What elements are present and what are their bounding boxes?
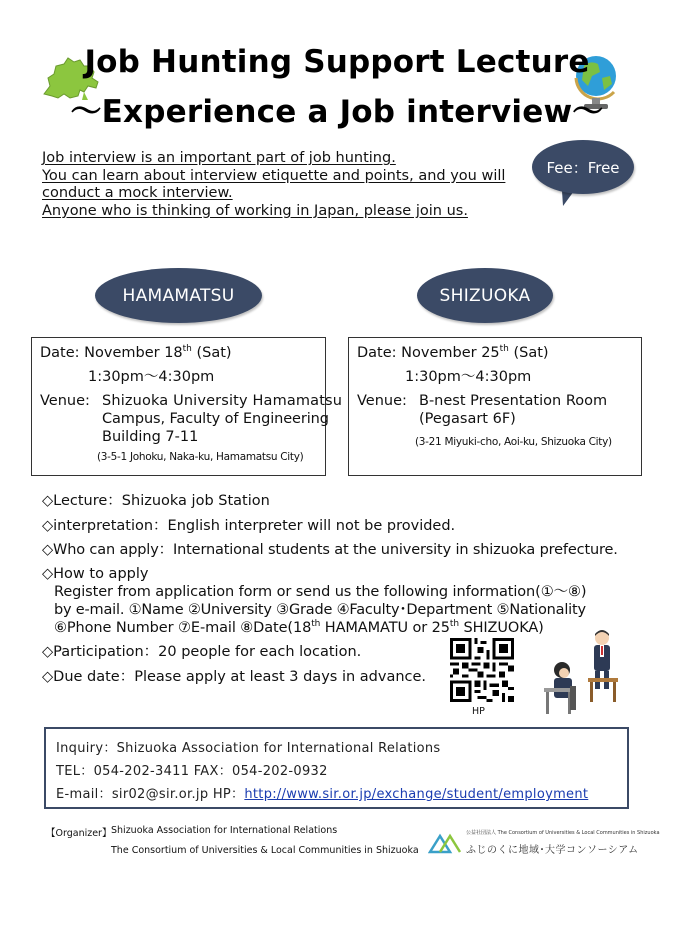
how-to-apply-title: ◇How to apply (42, 566, 149, 582)
due-date-info: ◇Due date：Please apply at least 3 days in advance. (42, 669, 427, 685)
venue-line: Campus, Faculty of Engineering (102, 411, 329, 427)
event-date: Date: November 25th (Sat) (357, 344, 549, 361)
page-title: Job Hunting Support Lecture (84, 44, 590, 80)
interpretation-info: ◇interpretation：English interpreter will not be provided. (42, 518, 456, 534)
hamamatsu-info-box (31, 337, 343, 476)
intro-text (42, 150, 542, 220)
venue-address: (3-21 Miyuki-cho, Aoi-ku, Shizuoka City) (415, 436, 612, 448)
inquiry-email: E-mail：sir02@sir.or.jp HP： (56, 787, 245, 802)
page-subtitle: 〜Experience a Job interview〜 (70, 94, 604, 130)
intro-line: You can learn about interview etiquette and points, and you will (42, 167, 506, 184)
venue-label: Venue: (40, 393, 90, 409)
shizuoka-info-box (348, 337, 642, 476)
how-to-apply-line: Register from application form or send us the following information(①〜⑧) (54, 584, 587, 600)
city-label: SHIZUOKA (439, 285, 531, 306)
fee-label: Fee：Free (546, 158, 620, 177)
consortium-logo-small-text: 公益社団法人 The Consortium of Universities & Local Communities in Shizuoka (466, 830, 660, 836)
city-label: HAMAMATSU (122, 285, 235, 306)
inquiry-org: Inquiry：Shizuoka Association for International Relations (56, 741, 441, 756)
participation-info: ◇Participation：20 people for each location. (42, 644, 362, 660)
inquiry-phone: TEL：054-202-3411 FAX：054-202-0932 (56, 764, 328, 779)
consortium-logo-text: ふじのくに地域･大学コンソーシアム (466, 845, 639, 856)
lecture-info: ◇Lecture：Shizuoka job Station (42, 493, 270, 509)
venue-label: Venue: (357, 393, 407, 409)
venue-line: (Pegasart 6F) (419, 411, 516, 427)
intro-line: Anyone who is thinking of working in Japan, please join us. (42, 202, 468, 219)
how-to-apply-line: by e-mail. ①Name ②University ③Grade ④Faculty･Department ⑤Nationality (54, 602, 586, 618)
qr-code[interactable] (450, 638, 514, 702)
organizer-name: The Consortium of Universities & Local Communities in Shizuoka (111, 845, 419, 856)
venue-address: (3-5-1 Johoku, Naka-ku, Hamamatsu City) (97, 451, 304, 463)
eligibility-info: ◇Who can apply：International students at the university in shizuoka prefecture. (42, 542, 618, 558)
event-time: 1:30pm〜4:30pm (405, 369, 532, 385)
city-badge-shizuoka (417, 268, 553, 323)
event-date: Date: November 18th (Sat) (40, 344, 232, 361)
how-to-apply-line: ⑥Phone Number ⑦E-mail ⑧Date(18th HAMAMATU or 25th SHIZUOKA) (54, 619, 544, 636)
venue-line: B-nest Presentation Room (419, 393, 608, 409)
city-badge-hamamatsu (95, 268, 262, 323)
consortium-logo-icon (428, 828, 462, 858)
organizer-name: Shizuoka Association for International Relations (111, 825, 338, 836)
qr-caption: HP (472, 706, 485, 717)
interview-illustration (540, 626, 640, 718)
venue-line: Building 7-11 (102, 429, 199, 445)
event-time: 1:30pm〜4:30pm (88, 369, 215, 385)
fee-badge (532, 140, 634, 194)
intro-line: Job interview is an important part of job hunting. (42, 150, 396, 166)
venue-line: Shizuoka University Hamamatsu (102, 393, 343, 409)
organizer-label: 【Organizer】 (46, 828, 112, 839)
inquiry-contact (56, 783, 627, 806)
intro-line: conduct a mock interview. (42, 185, 233, 202)
homepage-link[interactable]: http://www.sir.or.jp/exchange/student/employment (244, 787, 589, 802)
inquiry-box (44, 727, 629, 809)
